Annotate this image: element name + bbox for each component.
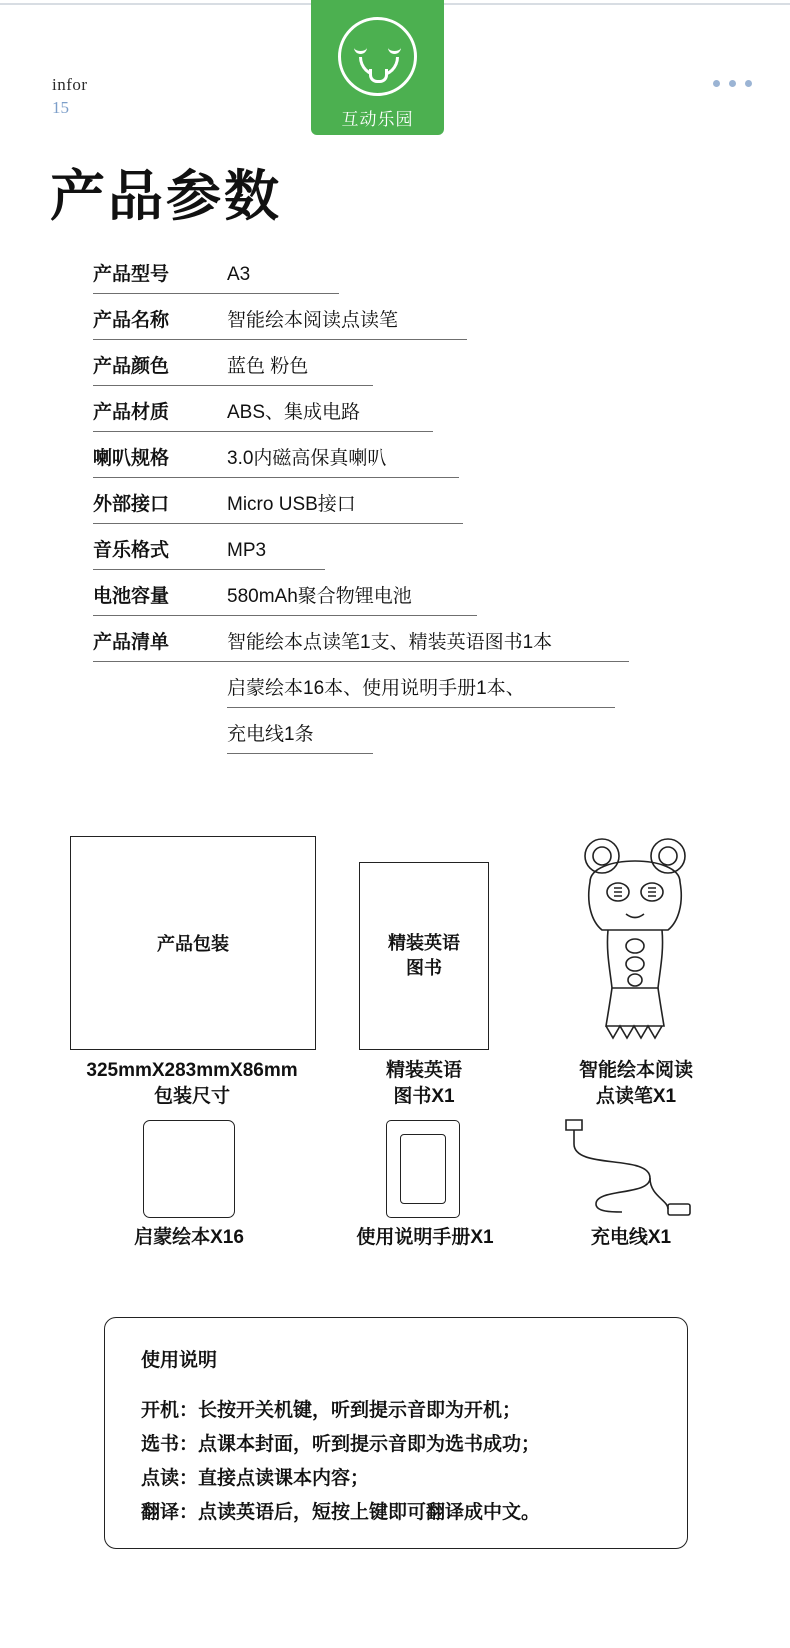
caption-line: 325mmX283mmX86mm xyxy=(86,1060,298,1081)
spec-value: MP3 xyxy=(227,540,325,570)
list-item: 点读：直接点读课本内容； xyxy=(141,1468,370,1489)
spec-value: 蓝色 粉色 xyxy=(227,351,373,386)
spec-label: 外部接口 xyxy=(93,489,227,524)
table-row xyxy=(93,708,693,754)
spec-value: 3.0内磁高保真喇叭 xyxy=(227,443,459,478)
caption-line: 精装英语 xyxy=(385,1060,462,1081)
english-book-caption xyxy=(341,1058,507,1109)
spec-value: Micro USB接口 xyxy=(227,489,463,524)
list-item: 开机：长按开关机键，听到提示音即为开机； xyxy=(141,1400,522,1421)
spec-label: 电池容量 xyxy=(93,581,227,616)
table-row xyxy=(93,570,693,616)
spec-value: ABS、集成电路 xyxy=(227,397,433,432)
table-row xyxy=(93,616,693,662)
table-row xyxy=(93,248,693,294)
table-row xyxy=(93,432,693,478)
instructions-list xyxy=(141,1394,667,1530)
infor-block xyxy=(52,74,88,119)
table-row xyxy=(93,294,693,340)
product-package-box-label: 产品包装 xyxy=(157,934,229,954)
reading-pen-illustration xyxy=(560,830,710,1054)
book-label-line2: 图书 xyxy=(406,958,442,978)
spec-value: 智能绘本点读笔1支、精装英语图书1本 xyxy=(227,627,629,662)
spec-value: 充电线1条 xyxy=(227,719,373,754)
dot-icon xyxy=(729,80,736,87)
reading-pen-caption xyxy=(541,1058,731,1109)
eye-right-icon xyxy=(388,44,401,54)
product-package-box xyxy=(70,836,316,1050)
list-item: 选书：点课本封面，听到提示音即为选书成功； xyxy=(141,1434,541,1455)
caption-line: 点读笔X1 xyxy=(595,1085,677,1107)
charging-cable-caption: 充电线X1 xyxy=(590,1227,672,1248)
spec-label: 产品型号 xyxy=(93,259,227,294)
dot-icon xyxy=(745,80,752,87)
spec-label xyxy=(93,701,227,708)
spec-label: 产品名称 xyxy=(93,305,227,340)
spec-value: 580mAh聚合物锂电池 xyxy=(227,581,477,616)
table-row xyxy=(93,524,693,570)
infor-label: infor xyxy=(52,75,88,94)
manual-box xyxy=(386,1120,460,1218)
smiley-face-icon xyxy=(338,17,417,96)
manual-inner-page-icon xyxy=(400,1134,446,1204)
eye-left-icon xyxy=(354,44,367,54)
instructions-title: 使用说明 xyxy=(141,1350,218,1371)
charging-cable-illustration xyxy=(550,1112,710,1222)
spec-label: 产品清单 xyxy=(93,627,227,662)
caption-line: 智能绘本阅读 xyxy=(578,1060,693,1081)
brand-badge xyxy=(311,0,444,135)
table-row xyxy=(93,340,693,386)
table-row xyxy=(93,386,693,432)
spec-value: 智能绘本阅读点读笔 xyxy=(227,305,467,340)
book-label-line1: 精装英语 xyxy=(388,932,460,953)
manual-caption: 使用说明手册X1 xyxy=(356,1227,494,1248)
badge-label: 互动乐园 xyxy=(341,110,414,129)
spec-label xyxy=(93,747,227,754)
packing-list-illustrations xyxy=(0,830,790,1300)
spec-value: A3 xyxy=(227,264,339,294)
caption-line: 包装尺寸 xyxy=(153,1085,230,1107)
picture-book-box xyxy=(143,1120,235,1218)
table-row xyxy=(93,662,693,708)
spec-table xyxy=(93,248,693,754)
english-book-box xyxy=(359,862,489,1050)
dot-icon xyxy=(713,80,720,87)
english-book-box-label xyxy=(388,931,460,981)
picture-book-caption: 启蒙绘本X16 xyxy=(134,1227,244,1248)
product-package-caption xyxy=(44,1058,340,1109)
spec-label: 产品颜色 xyxy=(93,351,227,386)
reading-pen-icon xyxy=(560,830,710,1054)
page-title: 产品参数 xyxy=(50,165,283,227)
instructions-panel xyxy=(104,1317,688,1549)
spec-value: 启蒙绘本16本、使用说明手册1本、 xyxy=(227,673,615,708)
table-row xyxy=(93,478,693,524)
three-dots-icon xyxy=(713,80,752,87)
spec-label: 喇叭规格 xyxy=(93,443,227,478)
infor-number: 15 xyxy=(52,98,69,118)
list-item: 翻译：点读英语后，短按上键即可翻译成中文。 xyxy=(141,1502,541,1523)
spec-label: 音乐格式 xyxy=(93,535,227,570)
spec-label: 产品材质 xyxy=(93,397,227,432)
caption-line: 图书X1 xyxy=(393,1085,455,1107)
charging-cable-icon xyxy=(550,1112,710,1222)
tongue-icon xyxy=(369,69,388,83)
